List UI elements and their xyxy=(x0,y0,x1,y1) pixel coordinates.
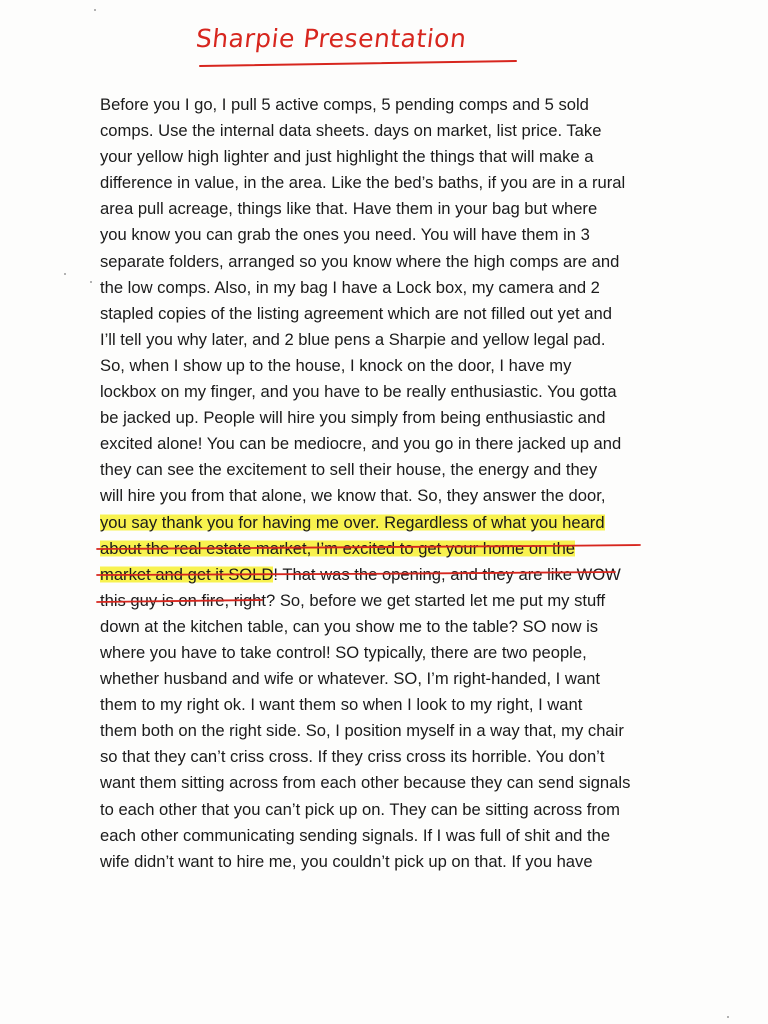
text-line xyxy=(100,457,660,483)
line-text: want them sitting across from each other because they can send signals xyxy=(100,773,631,793)
line-text: you know you can grab the ones you need. You will have them in 3 xyxy=(100,225,590,245)
line-text: stapled copies of the listing agreement which are not filled out yet and xyxy=(100,303,612,323)
line-text: So, when I show up to the house, I knock on the door, I have my xyxy=(100,355,572,375)
handwritten-title xyxy=(196,24,526,74)
text-line xyxy=(100,196,660,222)
text-line xyxy=(100,222,660,248)
scan-speck xyxy=(94,9,96,11)
text-line xyxy=(100,744,660,770)
text-line xyxy=(100,431,660,457)
line-text: your yellow high lighter and just highlight the things that will make a xyxy=(100,147,594,167)
text-line xyxy=(100,249,660,275)
line-text: I’ll tell you why later, and 2 blue pens a Sharpie and yellow legal pad. xyxy=(100,329,606,349)
line-text: Before you I go, I pull 5 active comps, 5 pending comps and 5 sold xyxy=(100,95,589,114)
text-line xyxy=(100,562,660,588)
text-line xyxy=(100,640,660,666)
line-text: where you have to take control! SO typically, there are two people, xyxy=(100,642,587,662)
text-line xyxy=(100,770,660,796)
text-line xyxy=(100,379,660,405)
line-text: lockbox on my finger, and you have to be really enthusiastic. You gotta xyxy=(100,382,617,402)
line-text: each other communicating sending signals. If I was full of shit and the xyxy=(100,825,611,845)
text-line xyxy=(100,301,660,327)
text-line xyxy=(100,144,660,170)
title-underline xyxy=(196,24,526,74)
text-line xyxy=(100,170,660,196)
text-line xyxy=(100,692,660,718)
line-text: separate folders, arranged so you know where the high comps are and xyxy=(100,251,620,271)
scan-speck xyxy=(90,281,92,283)
line-text: the low comps. Also, in my bag I have a Lock box, my camera and 2 xyxy=(100,277,600,297)
text-line xyxy=(100,92,660,118)
scan-speck xyxy=(727,1016,729,1018)
line-text: will hire you from that alone, we know that. So, they answer the door, xyxy=(100,486,606,506)
line-text: whether husband and wife or whatever. SO, I’m right-handed, I want xyxy=(100,669,600,689)
line-text: be jacked up. People will hire you simply from being enthusiastic and xyxy=(100,408,606,428)
scan-speck xyxy=(64,273,66,275)
highlighted-text: you say thank you for having me over. Regardless of what you heard xyxy=(100,512,605,532)
line-text: them both on the right side. So, I position myself in a way that, my chair xyxy=(100,721,624,741)
line-text: difference in value, in the area. Like the bed’s baths, if you are in a rural xyxy=(100,173,626,193)
text-line xyxy=(100,327,660,353)
line-text: so that they can’t criss cross. If they criss cross its horrible. You don’t xyxy=(100,747,605,767)
text-line xyxy=(100,118,660,144)
line-text: comps. Use the internal data sheets. days on market, list price. Take xyxy=(100,121,602,141)
text-line xyxy=(100,823,660,849)
text-line xyxy=(100,353,660,379)
text-line xyxy=(100,510,660,536)
text-line xyxy=(100,275,660,301)
line-text: area pull acreage, things like that. Have them in your bag but where xyxy=(100,199,598,219)
text-line xyxy=(100,588,660,614)
body-text xyxy=(100,92,660,875)
line-text: down at the kitchen table, can you show me to the table? SO now is xyxy=(100,616,599,636)
text-line xyxy=(100,797,660,823)
text-line xyxy=(100,614,660,640)
page-title: Sharpie Presentation xyxy=(194,24,468,53)
line-text: them to my right ok. I want them so when I look to my right, I want xyxy=(100,695,583,715)
text-line xyxy=(100,536,660,562)
text-line xyxy=(100,849,660,875)
text-line xyxy=(100,666,660,692)
text-line xyxy=(100,405,660,431)
line-text: this guy is on fire, right? So, before we get started let me put my stuff xyxy=(100,590,606,610)
line-text: excited alone! You can be mediocre, and you go in there jacked up and xyxy=(100,434,622,454)
line-text: to each other that you can’t pick up on. They can be sitting across from xyxy=(100,799,620,819)
line-text: ! That was the opening, and they are like WOW xyxy=(273,564,621,584)
highlighted-text: about the real estate market, I’m excited to get your home on the xyxy=(100,538,576,558)
line-text: they can see the excitement to sell their house, the energy and they xyxy=(100,460,598,480)
line-text: wife didn’t want to hire me, you couldn’t pick up on that. If you have xyxy=(100,851,593,871)
highlighted-text: market and get it SOLD xyxy=(100,564,274,584)
text-line xyxy=(100,483,660,509)
text-line xyxy=(100,718,660,744)
